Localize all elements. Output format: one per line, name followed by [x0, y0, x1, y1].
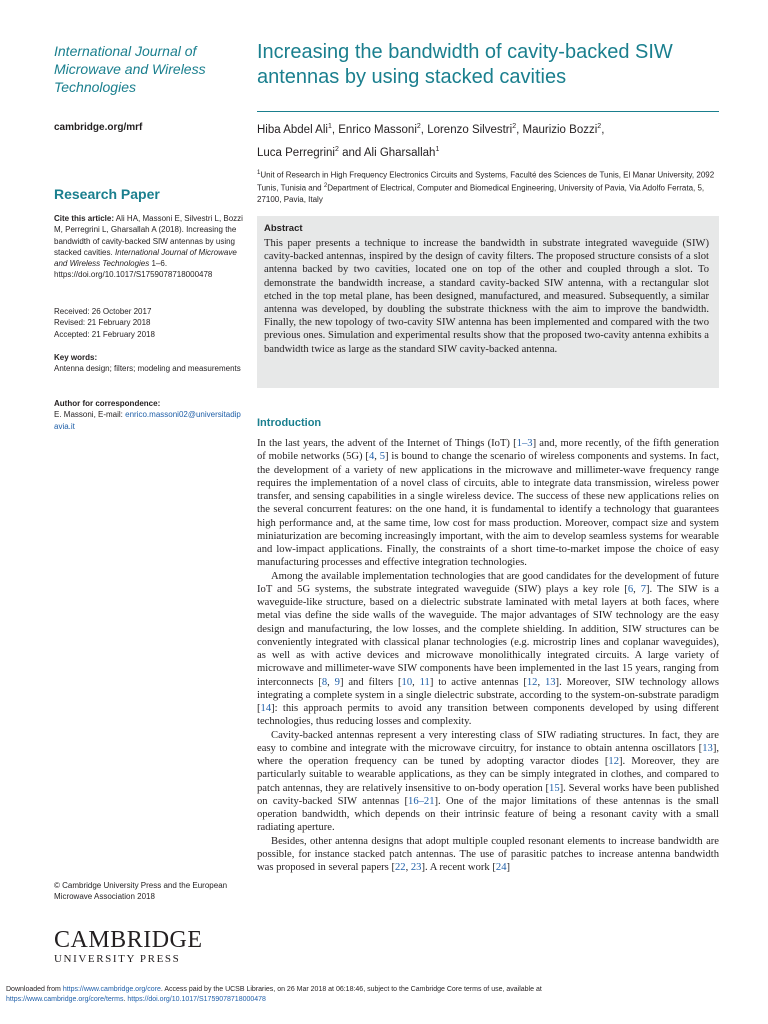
- revised-date: Revised: 21 February 2018: [54, 318, 151, 328]
- author-name: Maurizio Bozzi: [522, 123, 598, 136]
- reference-link[interactable]: 14: [260, 703, 272, 714]
- journal-site-link[interactable]: cambridge.org/mrf: [54, 122, 143, 133]
- copyright-notice: © Cambridge University Press and the European Microwave Association 2018: [54, 881, 228, 902]
- author-affil-sup: 2: [334, 146, 339, 154]
- author-name: Enrico Massoni: [338, 123, 417, 136]
- correspondence-block: [54, 398, 244, 432]
- author-name: Lorenzo Silvestri: [427, 123, 513, 136]
- reference-link[interactable]: 1–3: [516, 438, 533, 449]
- keywords-text: Antenna design; filters; modeling and measurements: [54, 364, 241, 374]
- abstract-heading: Abstract: [264, 223, 303, 234]
- title-rule: [257, 111, 719, 112]
- logo-wordmark: CAMBRIDGE: [54, 927, 203, 953]
- journal-name-line: International Journal of: [54, 43, 197, 59]
- paragraph: In the last years, the advent of the Internet of Things (IoT) [1–3] and, more recently, of the fifth generation of mobile networks (5G) [4, 5] is bound to change the scenario of wireless components and systems. In fact, the development of a variety of new applications in the microwave and millimeter-wave frequency range requires the implementation of a novel class of circuits, able to integrate data transmission, wireless power transfer, and sensing capabilities in a single wireless device. The success of these new applications relies on the several concurrent features: on the one hand, it is fundamental to identify a technology that guarantees high performance and, at the same time, low cost for mass production. Moreover, compact size and system miniaturization are becoming increasingly important, with the aim to develop seamless systems for wearable and low-impact applications. Finally, the constraints of a short time-to-market impose the choice of easy manufacturing processes and effective integration technologies.: [257, 438, 719, 569]
- correspondence-email-link[interactable]: enrico.massoni02@universitadipavia.it: [54, 410, 241, 431]
- reference-link[interactable]: 6: [627, 583, 634, 595]
- reference-link[interactable]: 22: [394, 862, 406, 873]
- accepted-date: Accepted: 21 February 2018: [54, 329, 155, 339]
- download-footer: Downloaded from https://www.cambridge.org/core. Access paid by the UCSB Libraries, on 26 Mar 2018 at 06:18:46, subject to the Cambridge Core terms of use, available at https://www.cambridge.org/core/terms. https://doi.org/10.1017/S1759078718000478: [6, 986, 542, 1003]
- author-name: Hiba Abdel Ali: [257, 123, 328, 136]
- author-name: Luca Perregrini: [257, 147, 335, 160]
- received-date: Received: 26 October 2017: [54, 307, 152, 316]
- affil-text: Department of Electrical, Computer and Biomedical Engineering, University of Pavia, Via Adolfo Ferrata, 5, 27100, Pavia, Italy: [257, 183, 705, 204]
- paragraph: Cavity-backed antennas represent a very interesting class of SIW radiating structures. In fact, they are easy to combine and integrate with the microwave circuitry, for instance to obtain antenna oscillators [13], where the operation frequency can be tuned by adopting varactor diodes [12]. Moreover, they are particularly suitable to wearable applications, as they can be simply integrated in clothes, and compared to patch antennas, they are relatively insensitive to on-body operation [15]. Several works have been published on cavity-backed SIW antennas [16–21]. One of the major limitations of these antennas is the small operation bandwidth, which depends on their intrinsic feature of being a resonant cavity with a small radiating aperture.: [257, 729, 719, 834]
- author-affil-sup: 2: [512, 123, 517, 130]
- reference-link[interactable]: 4: [368, 451, 375, 463]
- reference-link[interactable]: 13: [544, 676, 556, 688]
- footer-terms-link[interactable]: https://www.cambridge.org/core/terms: [6, 996, 124, 1003]
- reference-link[interactable]: 8: [321, 676, 328, 688]
- author-affil-sup: 1: [327, 123, 332, 130]
- reference-link[interactable]: 7: [640, 583, 646, 595]
- author-affil-sup: 2: [416, 123, 421, 130]
- journal-name-line: Microwave and Wireless: [54, 61, 206, 77]
- reference-link[interactable]: 12: [608, 756, 619, 767]
- journal-name: [54, 42, 224, 96]
- footer-core-link[interactable]: https://www.cambridge.org/core: [62, 986, 161, 993]
- citation-block: [54, 213, 244, 281]
- paragraph: Among the available implementation technologies that are good candidates for the development of future IoT and 5G systems, the substrate integrated waveguide (SIW) plays a key role [6, 7]. The SIW is a waveguide-like structure, based on a dielectric substrate laminated with metal layers at both faces, where metal vias define the side walls of the waveguide. The major advantages of SIW technology are the easy design and manufacturing, the low losses, and the complete shielding. In addition, SIW structures can be conveniently integrated with classical planar technologies (e.g. microstrip lines and coplanar waveguides), as well as with active devices and microwave monolithically integrated circuits. A large variety of microwave and millimeter-wave SIW components have been implemented in the last 15 years, ranging from interconnects [8, 9] and filters [10, 11] to active antennas [12, 13]. Moreover, SIW technology allows integrating a complete system in a single dielectric substrate, according to the system-on-substrate paradigm [14]: this approach permits to avoid any transition between components developed by using different technologies, thus reducing losses and complexity.: [257, 570, 720, 728]
- paragraph: Besides, other antenna designs that adopt multiple coupled resonant elements to increase bandwidth are possible, for instance stacked patch antennas. The use of parasitic patches to increase antenna bandwidth was proposed in several papers [22, 23]. A recent work [24]: [257, 835, 719, 873]
- keywords-block: [54, 352, 244, 375]
- article-type: Research Paper: [54, 186, 160, 202]
- body-text: [257, 437, 719, 874]
- logo-subtitle: UNIVERSITY PRESS: [54, 953, 181, 965]
- affil-sup: 2: [323, 182, 328, 189]
- reference-link[interactable]: 13: [702, 742, 713, 754]
- abstract-box: [257, 216, 719, 388]
- affil-text: Unit of Research in High Frequency Electronics Circuits and Systems, Faculté des Sciences de Tunis, El Manar University, 2092 Tunis, Tunisia and: [257, 170, 715, 193]
- citation-pages: 1–6. https://doi.org/10.1017/S1759078718000478: [54, 259, 213, 280]
- author-name: Ali Gharsallah: [363, 147, 436, 160]
- reference-link[interactable]: 11: [419, 676, 430, 688]
- author-affil-sup: 1: [435, 146, 440, 154]
- correspondence-name: E. Massoni, E-mail:: [54, 410, 123, 420]
- reference-link[interactable]: 10: [401, 676, 413, 688]
- journal-name-line: Technologies: [54, 79, 136, 95]
- author-list: Hiba Abdel Ali$^1$, Enrico Massoni$^2$, Lorenzo Silvestri$^2$, Maurizio Bozzi$^2$, Luca Perregrini$^2$ and Ali Gharsallah$^1$: [257, 123, 605, 160]
- reference-link[interactable]: 15: [549, 782, 560, 794]
- citation-journal: International Journal of Microwave and Wireless Technologies: [54, 247, 237, 269]
- abstract-text: This paper presents a technique to increase the bandwidth in substrate integrated waveguide (SIW) cavity-backed antennas, inspired by the design of cavity filters. The proposed structure consists of a slot antenna backed by two cavities, located one on top of the other and coupled through a slot. To demonstrate the bandwidth increase, a standard cavity-backed SIW antenna, with a rectangular slot etched in the top metal plane, has been designed, manufactured, and measured. Subsequently, a similar antenna was developed, by doubling the substrate thickness with the aim to improve the bandwidth. Finally, the new topology of two-cavity SIW antenna has been implemented and compared with the two previous ones. Simulation and experimental results show that the proposed two-cavity antenna exhibits a bandwidth twice as large as the standard SIW cavity-backed antenna.: [264, 238, 709, 355]
- reference-link[interactable]: 9: [334, 676, 340, 688]
- correspondence-label: Author for correspondence:: [54, 399, 161, 408]
- keywords-label: Key words:: [54, 353, 98, 362]
- cambridge-logo: [54, 928, 204, 966]
- reference-link[interactable]: 5: [379, 451, 386, 463]
- reference-link[interactable]: 23: [410, 862, 422, 873]
- citation-authors: Ali HA, Massoni E, Silvestri L, Bozzi M, Perregrini L, Gharsallah A (2018). Increasing the bandwidth of cavity-backed SIW antennas by using stacked cavities.: [54, 214, 243, 257]
- citation-label: Cite this article:: [54, 214, 115, 223]
- reference-link[interactable]: 12: [526, 676, 538, 688]
- article-title: Increasing the bandwidth of cavity-backed SIW antennas by using stacked cavities: [257, 41, 673, 88]
- affil-sup: 1: [257, 170, 261, 176]
- section-heading-introduction: Introduction: [257, 417, 322, 429]
- reference-link[interactable]: 16–21: [408, 795, 435, 807]
- author-affil-sup: 2: [597, 123, 602, 130]
- affiliations: [257, 168, 719, 205]
- footer-doi-link[interactable]: https://doi.org/10.1017/S1759078718000478: [127, 996, 266, 1003]
- reference-link[interactable]: 24: [495, 862, 507, 873]
- article-dates: [54, 306, 244, 340]
